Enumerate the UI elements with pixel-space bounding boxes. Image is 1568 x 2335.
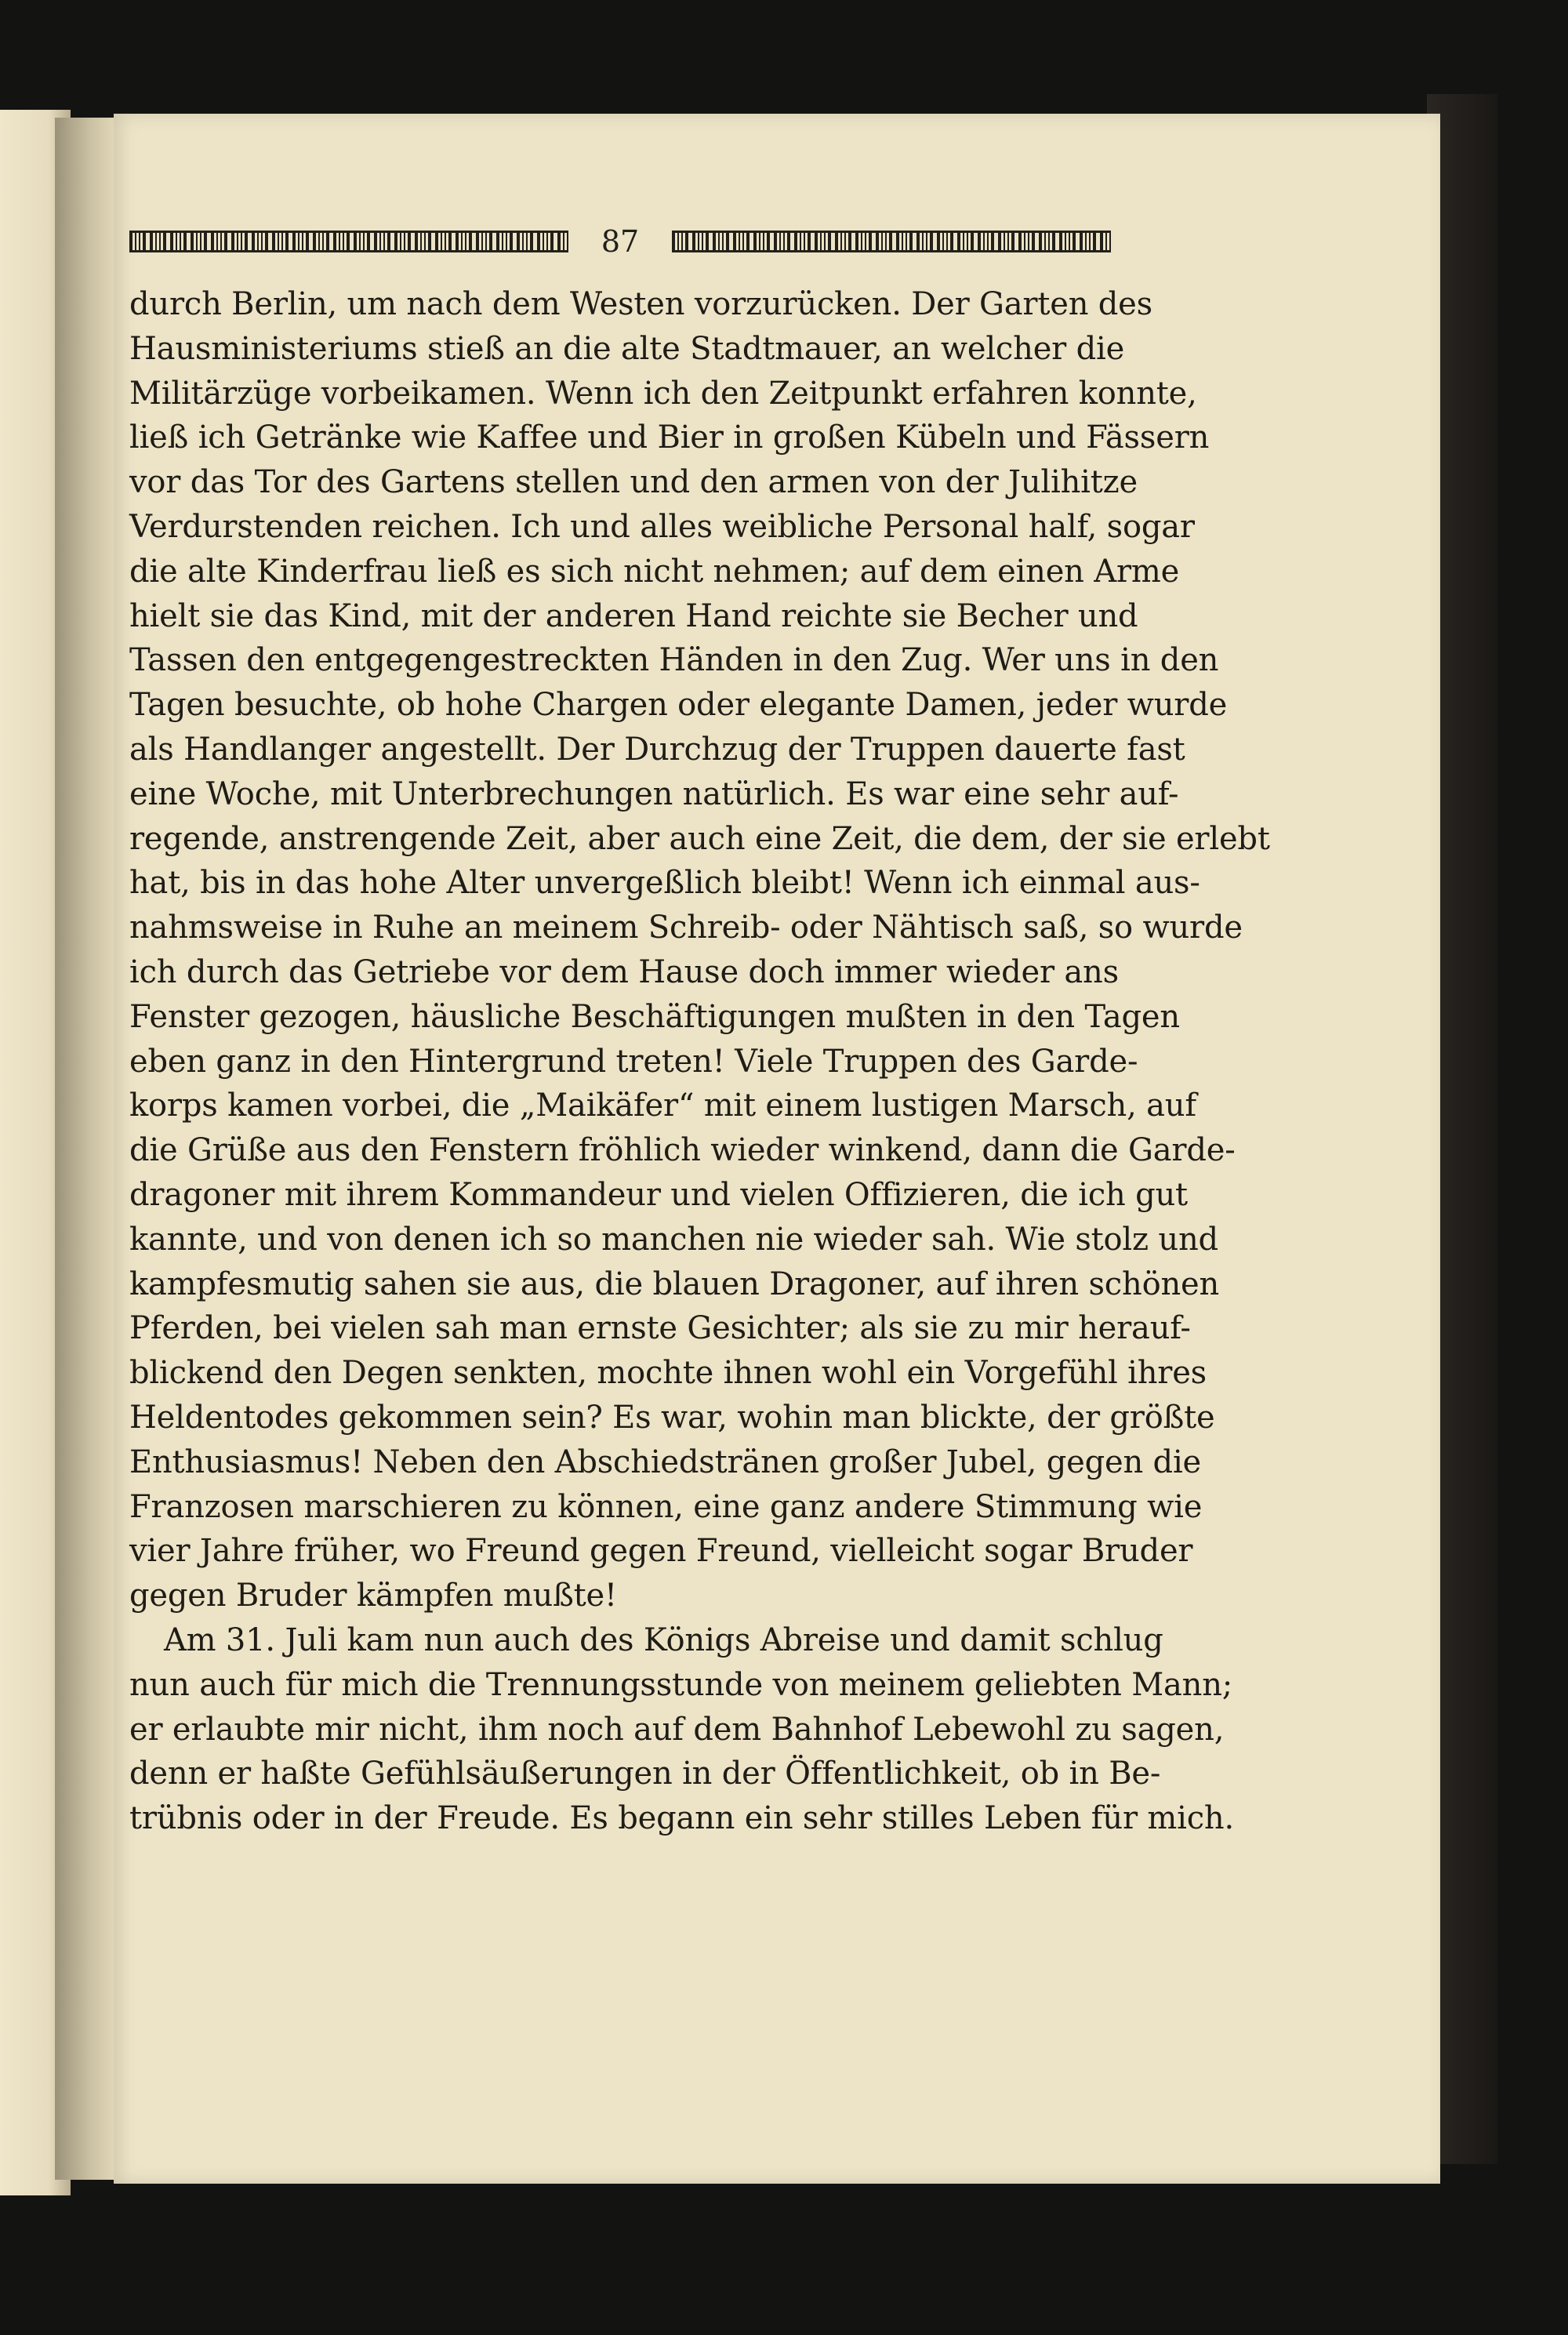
text-line: Heldentodes gekommen sein? Es war, wohin man blickte, der größte [129,1399,1215,1436]
text-line: eine Woche, mit Unterbrechungen natürlich. Es war eine sehr auf- [129,775,1179,812]
book-gutter [55,118,118,2180]
text-line: die alte Kinderfrau ließ es sich nicht nehmen; auf dem einen Arme [129,553,1180,590]
text-line: blickend den Degen senkten, mochte ihnen wohl ein Vorgefühl ihres [129,1355,1207,1392]
text-line: Verdurstenden reichen. Ich und alles weibliche Personal half, sogar [129,508,1195,545]
text-line: eben ganz in den Hintergrund treten! Viele Truppen des Garde- [129,1043,1138,1080]
text-line: als Handlanger angestellt. Der Durchzug der Truppen dauerte fast [129,731,1185,768]
text-line: ich durch das Getriebe vor dem Hause doch immer wieder ans [129,953,1119,990]
text-line: Fenster gezogen, häusliche Beschäftigungen mußten in den Tagen [129,998,1180,1035]
text-line: Tagen besuchte, ob hohe Chargen oder elegante Damen, jeder wurde [129,687,1228,724]
page-number: 87 [601,224,640,259]
text-line: Franzosen marschieren zu können, eine ganz andere Stimmung wie [129,1488,1203,1525]
text-line: Hausministeriums stieß an die alte Stadtmauer, an welcher die [129,330,1125,367]
text-line: dragoner mit ihrem Kommandeur und vielen Offizieren, die ich gut [129,1176,1188,1213]
text-line: vier Jahre früher, wo Freund gegen Freund, vielleicht sogar Bruder [129,1533,1193,1570]
text-line: Enthusiasmus! Neben den Abschiedstränen großer Jubel, gegen die [129,1443,1202,1480]
text-line: hat, bis in das hohe Alter unvergeßlich bleibt! Wenn ich einmal aus- [129,865,1200,902]
text-line: er erlaubte mir nicht, ihm noch auf dem Bahnhof Lebewohl zu sagen, [129,1711,1225,1748]
text-line: nahmsweise in Ruhe an meinem Schreib- oder Nähtisch saß, so wurde [129,910,1243,946]
text-line: Militärzüge vorbeikamen. Wenn ich den Zeitpunkt erfahren konnte, [129,375,1197,412]
text-line: denn er haßte Gefühlsäußerungen in der Öffentlichkeit, ob in Be- [129,1756,1161,1792]
text-line: nun auch für mich die Trennungsstunde von meinem geliebten Mann; [129,1666,1233,1703]
running-head [129,222,1111,261]
text-line: vor das Tor des Gartens stellen und den armen von der Julihitze [129,464,1138,501]
text-line: kampfesmutig sahen sie aus, die blauen Dragoner, auf ihren schönen [129,1266,1220,1302]
text-line: Tassen den entgegengestreckten Händen in den Zug. Wer uns in den [129,642,1219,679]
text-line: durch Berlin, um nach dem Westen vorzurücken. Der Garten des [129,286,1152,322]
text-line: regende, anstrengende Zeit, aber auch eine Zeit, die dem, der sie erlebt [129,820,1270,857]
text-line: korps kamen vorbei, die „Maikäfer“ mit einem lustigen Marsch, auf [129,1088,1196,1124]
ornament-rule-right [672,231,1111,252]
text-line: hielt sie das Kind, mit der anderen Hand reichte sie Becher und [129,597,1138,634]
ornament-rule-left [129,231,568,252]
text-line: kannte, und von denen ich so manchen nie wieder sah. Wie stolz und [129,1221,1218,1258]
text-line: trübnis oder in der Freude. Es begann ein sehr stilles Leben für mich. [129,1800,1234,1837]
text-line: Pferden, bei vielen sah man ernste Gesichter; als sie zu mir herauf- [129,1310,1191,1347]
body-text [129,282,1270,1841]
text-line: ließ ich Getränke wie Kaffee und Bier in großen Kübeln und Fässern [129,419,1210,456]
text-line: Am 31. Juli kam nun auch des Königs Abreise und damit schlug [164,1621,1163,1658]
text-line: die Grüße aus den Fenstern fröhlich wieder winkend, dann die Garde- [129,1132,1236,1169]
text-line: gegen Bruder kämpfen mußte! [129,1578,617,1614]
